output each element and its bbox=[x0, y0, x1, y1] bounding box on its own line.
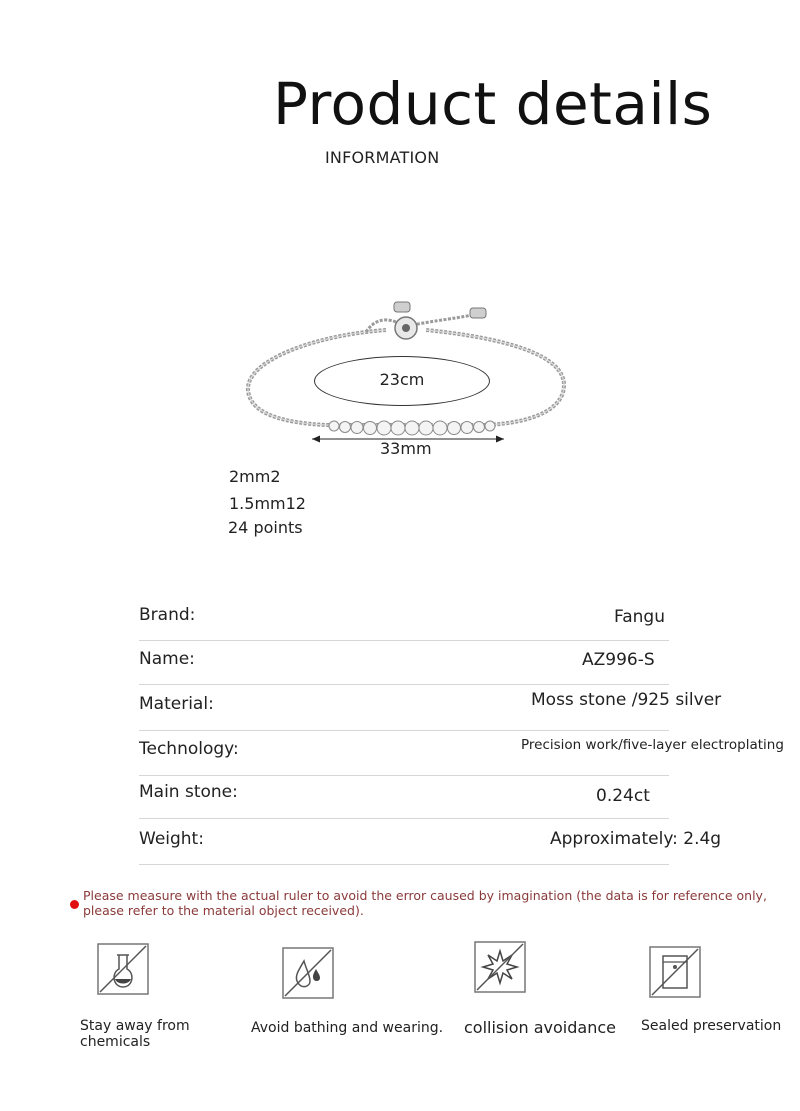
technology-value: Precision work/five-layer electroplating bbox=[521, 737, 784, 753]
spec-chain-size: 2mm2 bbox=[229, 467, 281, 486]
name-label: Name: bbox=[139, 649, 195, 669]
care-label-water: Avoid bathing and wearing. bbox=[251, 1020, 444, 1036]
brand-value: Fangu bbox=[614, 607, 665, 627]
row-divider bbox=[139, 640, 669, 641]
sealed-bag-icon bbox=[649, 946, 701, 998]
material-label: Material: bbox=[139, 694, 214, 714]
row-divider bbox=[139, 684, 669, 685]
page-subtitle: INFORMATION bbox=[325, 148, 440, 167]
length-label: 23cm bbox=[379, 370, 425, 389]
row-divider bbox=[139, 730, 669, 731]
care-label-sealed: Sealed preservation bbox=[641, 1018, 782, 1034]
width-label: 33mm bbox=[380, 439, 432, 458]
name-value: AZ996-S bbox=[582, 650, 655, 670]
main-stone-value: 0.24ct bbox=[596, 786, 650, 806]
row-divider bbox=[139, 775, 669, 776]
no-collision-icon bbox=[474, 941, 526, 993]
brand-label: Brand: bbox=[139, 605, 196, 625]
page-title: Product details bbox=[273, 70, 713, 138]
note-bullet bbox=[70, 900, 79, 909]
row-divider bbox=[139, 864, 669, 865]
no-chemicals-icon bbox=[97, 943, 149, 995]
weight-label: Weight: bbox=[139, 829, 204, 849]
main-stone-label: Main stone: bbox=[139, 782, 238, 802]
care-label-collision: collision avoidance bbox=[464, 1018, 616, 1037]
measurement-note: Please measure with the actual ruler to avoid the error caused by imagination (the data is for reference only, please refer to the material object received). bbox=[83, 888, 767, 918]
spec-stone-size: 1.5mm12 bbox=[229, 494, 306, 513]
technology-label: Technology: bbox=[139, 739, 239, 759]
weight-value: Approximately: 2.4g bbox=[550, 829, 722, 849]
row-divider bbox=[139, 818, 669, 819]
no-water-icon bbox=[282, 947, 334, 999]
care-label-chemicals: Stay away from chemicals bbox=[80, 1018, 190, 1050]
material-value: Moss stone /925 silver bbox=[531, 690, 722, 710]
spec-points: 24 points bbox=[228, 518, 303, 537]
